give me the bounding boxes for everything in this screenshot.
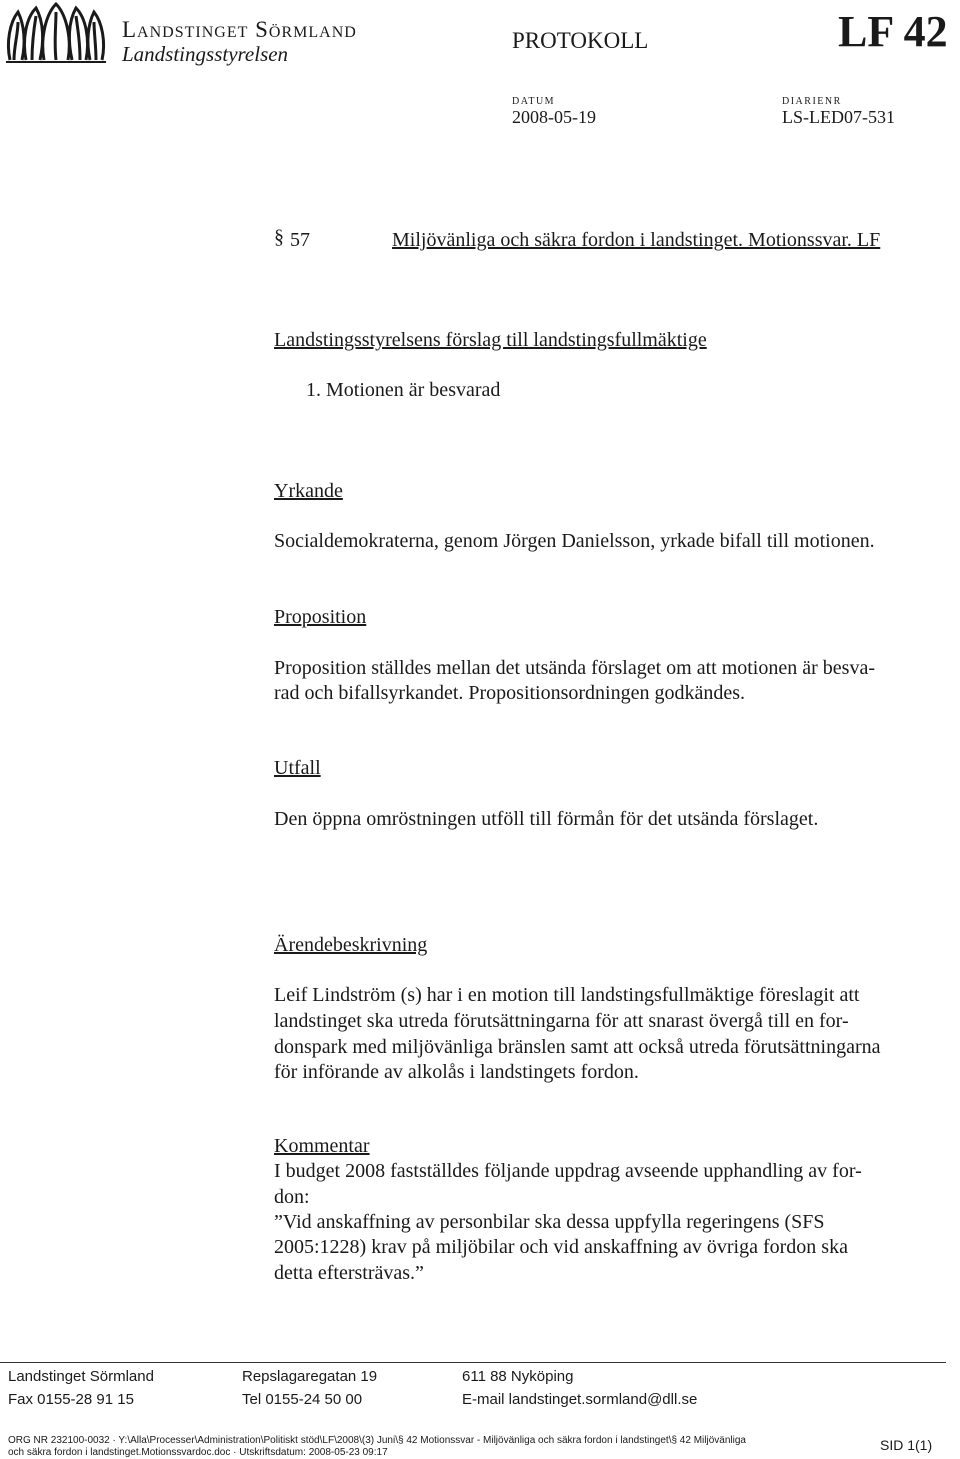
kommentar-line-2: don:	[274, 1186, 310, 1208]
kommentar-line-4: 2005:1228) krav på miljöbilar och vid anskaffning av övriga fordon ska	[274, 1236, 848, 1258]
footer-email: E-mail landstinget.sormland@dll.se	[462, 1391, 698, 1408]
proposition-line-1: Proposition ställdes mellan det utsända förslaget om att motionen är besva-	[274, 657, 875, 679]
kommentar-heading: Kommentar	[274, 1135, 370, 1157]
organization-name: Landstinget Sörmland	[122, 17, 357, 42]
footer-tel: Tel 0155-24 50 00	[242, 1391, 363, 1408]
footer-divider	[0, 1362, 946, 1363]
arende-line-2: landstinget ska utreda förutsättningarna för att snarast övergå till en for-	[274, 1010, 849, 1032]
diarienr-label: DIARIENR	[782, 96, 842, 107]
footer-city: 611 88 Nyköping	[462, 1368, 574, 1385]
document-type: PROTOKOLL	[512, 28, 649, 53]
diarienr-value: LS-LED07-531	[782, 107, 895, 127]
arende-line-3: donspark med miljövänliga bränslen samt att också utreda förutsättningarna	[274, 1036, 881, 1058]
arende-heading: Ärendebeskrivning	[274, 934, 428, 956]
page-number: SID 1(1)	[880, 1437, 933, 1453]
item-title: Miljövänliga och säkra fordon i landstinget. Motionssvar. LF	[392, 229, 881, 251]
utfall-text: Den öppna omröstningen utföll till förmån för det utsända förslaget.	[274, 808, 819, 830]
utfall-heading: Utfall	[274, 757, 321, 779]
datum-label: DATUM	[512, 96, 556, 107]
arende-line-4: för införande av alkolås i landstingets fordon.	[274, 1061, 639, 1083]
proposal-item: 1. Motionen är besvarad	[306, 379, 501, 401]
organization-department: Landstingsstyrelsen	[122, 42, 289, 66]
footer-fax: Fax 0155-28 91 15	[8, 1391, 134, 1408]
kommentar-line-5: detta eftersträvas.”	[274, 1262, 424, 1284]
kommentar-line-1: I budget 2008 fastställdes följande uppdrag avseende upphandling av for-	[274, 1160, 862, 1182]
footer-meta-line-2: och säkra fordon i landstinget.Motionssvardoc.doc · Utskriftsdatum: 2008-05-23 09:17	[8, 1447, 388, 1458]
footer-meta-line-1: ORG NR 232100-0032 · Y:\Alla\Processer\Administration\Politiskt stöd\LF\2008\(3) Juni\§ 42 Motionssvar - Miljövänliga och säkra fordon i landstinget\§ 42 Miljövänliga	[8, 1435, 746, 1446]
arende-line-1: Leif Lindström (s) har i en motion till landstingsfullmäktige föreslagit att	[274, 984, 860, 1006]
datum-value: 2008-05-19	[512, 107, 596, 127]
item-number: 57	[290, 229, 310, 251]
landsting-crown-logo	[4, 2, 108, 64]
proposition-heading: Proposition	[274, 606, 367, 628]
footer-org-name: Landstinget Sörmland	[8, 1368, 154, 1385]
document-code: LF 42	[838, 7, 948, 56]
proposal-heading: Landstingsstyrelsens förslag till landstingsfullmäktige	[274, 329, 707, 351]
footer-street: Repslagaregatan 19	[242, 1368, 378, 1385]
kommentar-line-3: ”Vid anskaffning av personbilar ska dessa uppfylla regeringens (SFS	[274, 1211, 825, 1233]
yrkande-text: Socialdemokraterna, genom Jörgen Danielsson, yrkade bifall till motionen.	[274, 530, 875, 552]
proposition-line-2: rad och bifallsyrkandet. Propositionsordningen godkändes.	[274, 682, 746, 704]
paragraph-sign: §	[274, 226, 284, 248]
yrkande-heading: Yrkande	[274, 480, 343, 502]
